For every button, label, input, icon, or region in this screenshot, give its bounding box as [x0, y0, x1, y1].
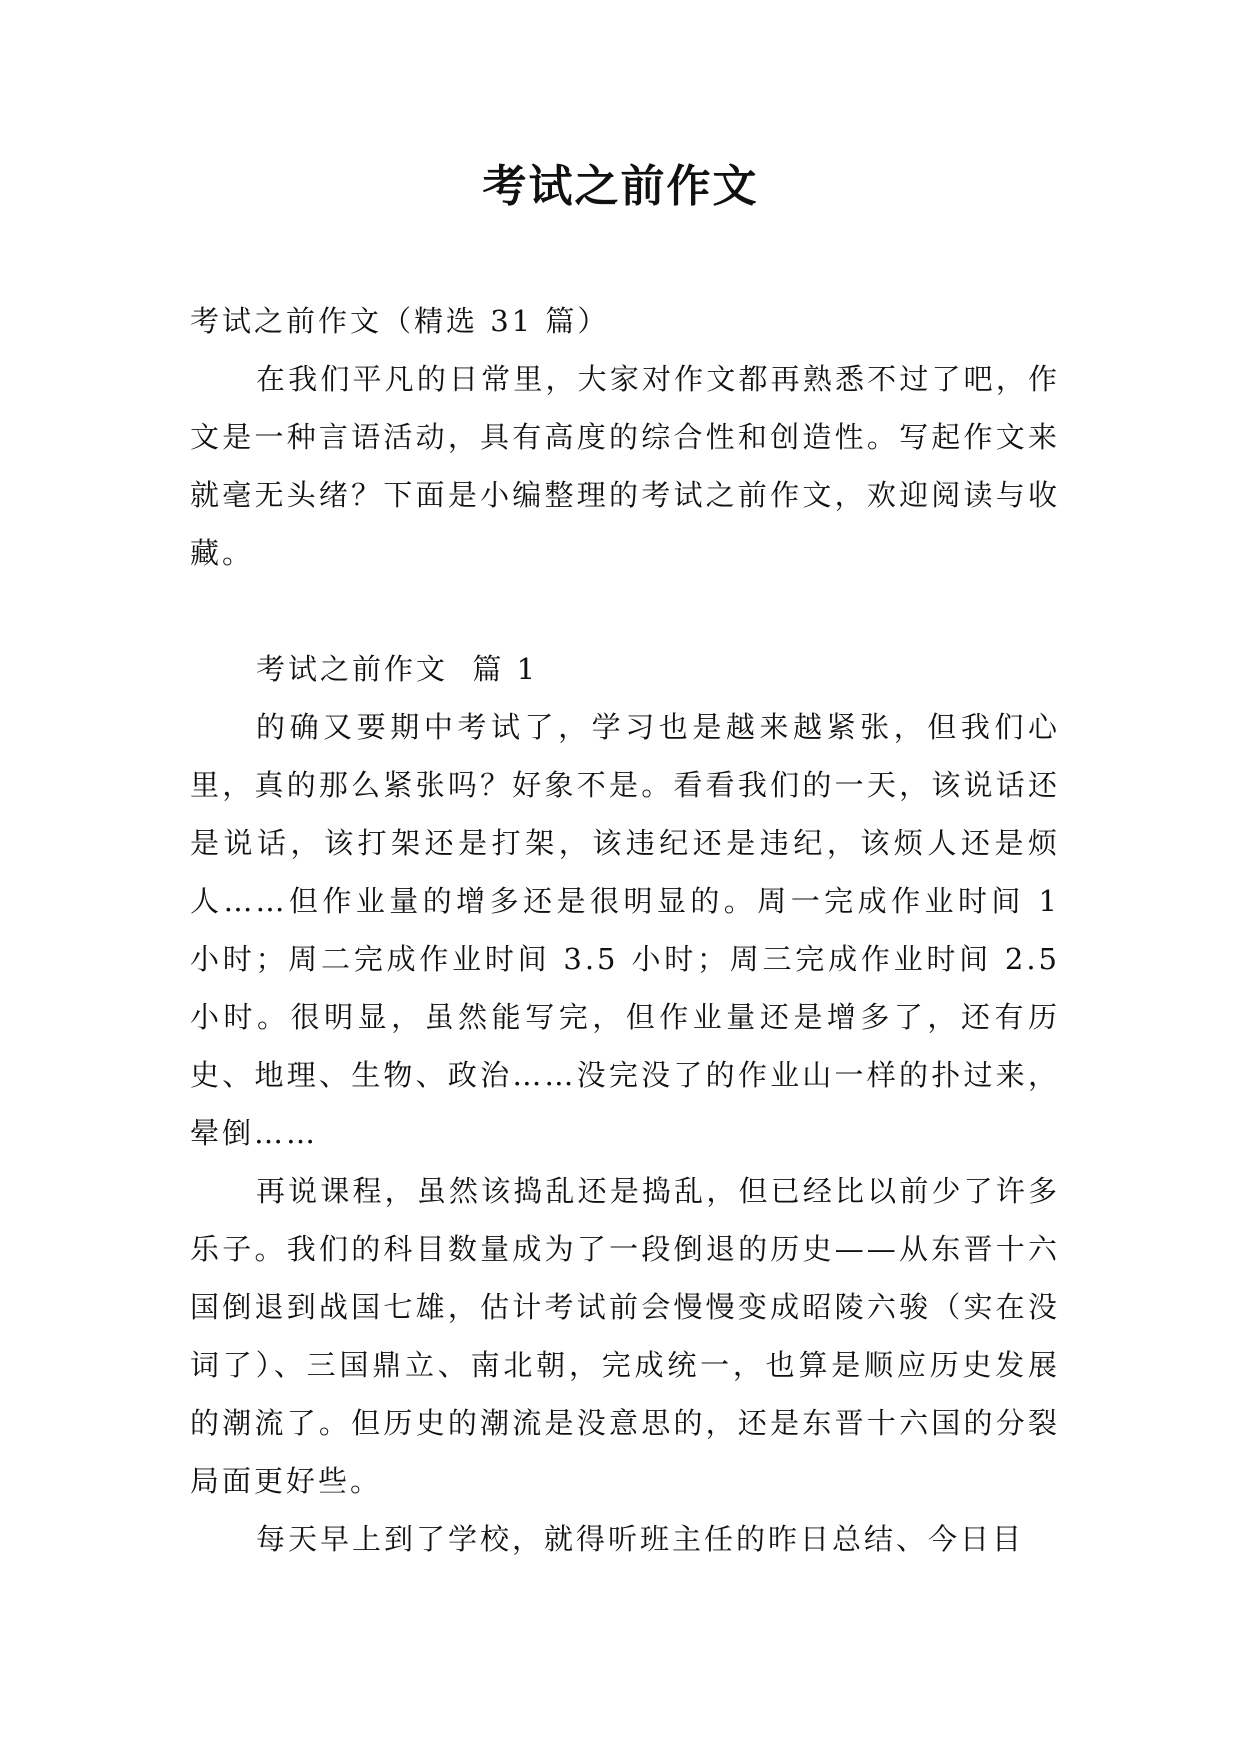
- body-paragraph-2: 再说课程，虽然该捣乱还是捣乱，但已经比以前少了许多乐子。我们的科目数量成为了一段倒退的历史——从东晋十六国倒退到战国七雄，估计考试前会慢慢变成昭陵六骏（实在没词了）、三国鼎立、南北朝，完成统一，也算是顺应历史发展的潮流了。但历史的潮流是没意思的，还是东晋十六国的分裂局面更好些。: [190, 1174, 1060, 1498]
- body-paragraph-1: 的确又要期中考试了，学习也是越来越紧张，但我们心里，真的那么紧张吗？好象不是。看看我们的一天，该说话还是说话，该打架还是打架，该违纪还是违纪，该烦人还是烦人……但作业量的增多还是很明显的。周一完成作业时间 1 小时；周二完成作业时间 3.5 小时；周三完成作业时间 2.5 小时。很明显，虽然能写完，但作业量还是增多了，还有历史、地理、生物、政治……没完没了的作业山一样的扑过来，晕倒……: [190, 710, 1060, 1150]
- document-title: 考试之前作文: [482, 161, 759, 212]
- document-body: [190, 292, 1060, 1568]
- section-heading: 考试之前作文 篇 1: [256, 652, 539, 686]
- body-paragraph-3: 每天早上到了学校，就得听班主任的昨日总结、今日目: [256, 1522, 1025, 1556]
- section-spacer: [190, 582, 1060, 640]
- intro-paragraph: 在我们平凡的日常里，大家对作文都再熟悉不过了吧，作文是一种言语活动，具有高度的综合性和创造性。写起作文来就毫无头绪？下面是小编整理的考试之前作文，欢迎阅读与收藏。: [190, 362, 1060, 570]
- document-subtitle: 考试之前作文（精选 31 篇）: [190, 304, 610, 338]
